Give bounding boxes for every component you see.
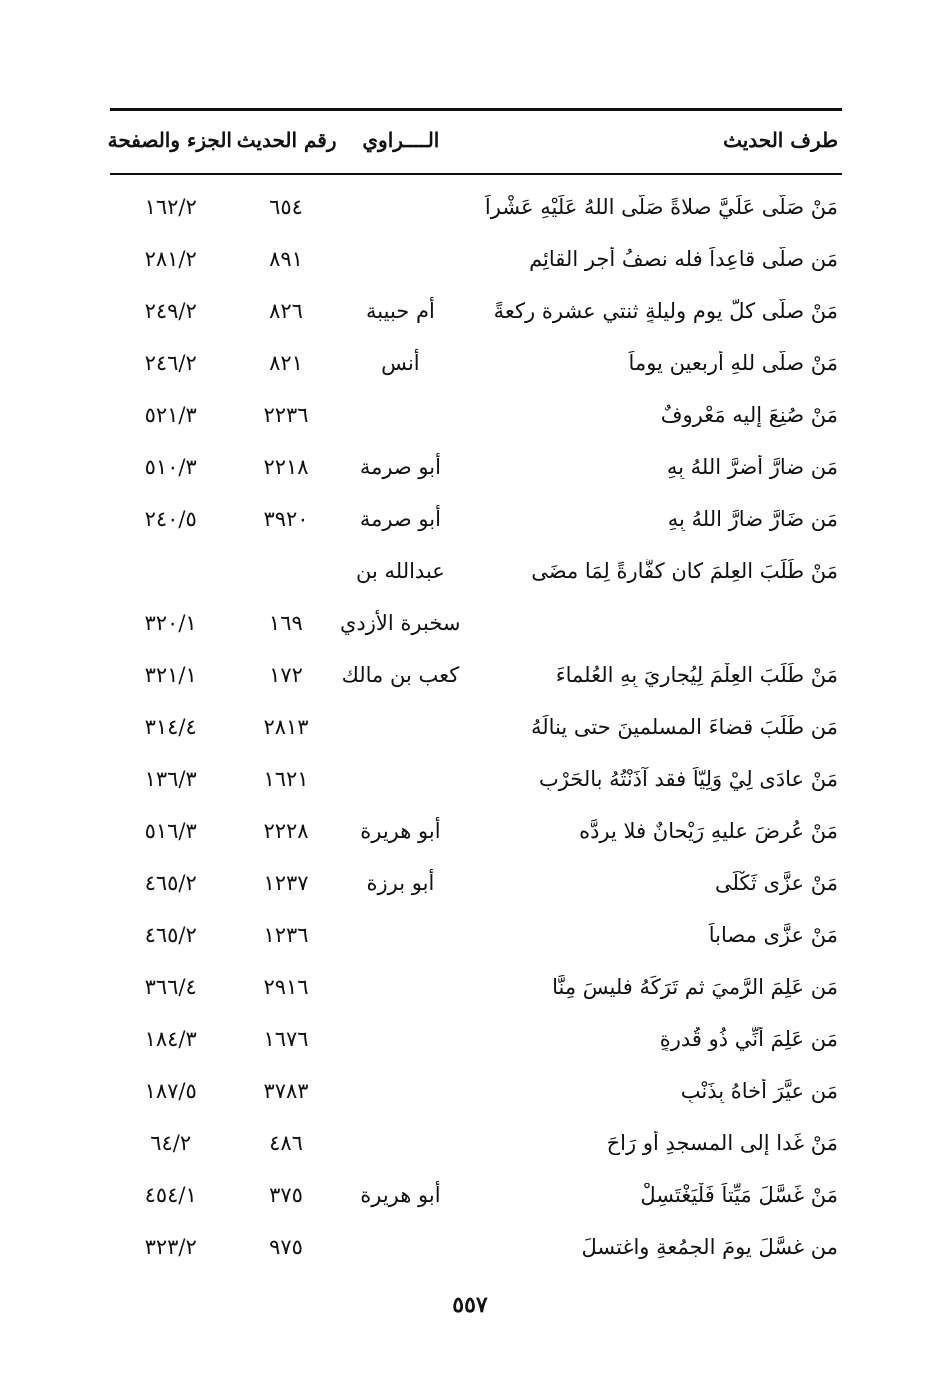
table-row [110,805,842,857]
number-cell: ٨٢١ [269,351,303,375]
table-row [110,597,842,649]
table-row [110,233,842,285]
table-row [110,1117,842,1169]
number-cell: ٢٢٢٨ [263,819,309,843]
hadith-cell: مَن صلَّى قاعِداً فله نصفُ أجرِ القائِمِ [529,247,838,271]
number-cell: ١٢٣٦ [263,923,309,947]
table-row [110,181,842,233]
vol-page-cell: ٢٨١/٢ [144,247,197,271]
table-row [110,389,842,441]
number-cell: ٢٢٣٦ [263,403,309,427]
number-cell: ٤٨٦ [269,1131,303,1155]
vol-page-cell: ٤٥٤/١ [144,1183,197,1207]
header-rawi: الــــراوي [362,128,440,152]
table-row [110,1013,842,1065]
hadith-index-table [107,108,842,1273]
hadith-cell: مَن طَلَبَ قضاءَ المسلمينَ حتى ينالَهُ [530,715,838,739]
hadith-cell: مَنْ صلَّى كلَّ يومٍ وليلةٍ ثنتي عشرة ركعةً [493,299,838,323]
number-cell: ١٦٢١ [263,767,309,791]
table-row [110,1221,842,1273]
number-cell: ٩٧٥ [269,1235,303,1259]
rawi-cell: أبو برزة [366,871,435,895]
vol-page-cell: ٦٤/٢ [150,1131,192,1155]
hadith-cell: مَنْ طَلَبَ العِلْمَ لِيُجارِيَ بِهِ العُلماءَ [555,663,838,687]
hadith-cell: مَن ضَارَّ ضارَّ اللهُ بِهِ [667,507,838,531]
rawi-cell: سخبرة الأزدي [339,611,461,635]
number-cell: ١٦٧٦ [263,1027,309,1051]
page-number: ٥٥٧ [452,1292,488,1318]
number-cell: ٣٧٥ [269,1183,303,1207]
table-row [110,909,842,961]
hadith-cell: مَن عَلِمَ أَنِّي ذُو قُدرةٍ [659,1027,838,1051]
table-header [107,111,842,169]
table-row [110,1065,842,1117]
number-cell: ٣٩٢٠ [263,507,309,531]
table-row [110,753,842,805]
hadith-cell: مَنْ صُنِعَ إليه مَعْروفٌ [660,403,838,427]
vol-page-cell: ٢٤٠/٥ [144,507,197,531]
table-row [110,701,842,753]
hadith-cell: مَن عيَّرَ أَخاهُ بِذَنْبٍ [680,1079,838,1103]
hadith-cell: مَنْ عُرِضَ عليهِ رَيْحانٌ فلا يردَّه [579,819,838,843]
table-row [110,545,842,597]
vol-page-cell: ١٦٢/٢ [144,195,197,219]
vol-page-cell: ٣٢٣/٢ [144,1235,197,1259]
header-vol-page: الجزء والصفحة [107,128,232,152]
hadith-cell: مَنْ عزَّى ثَكْلَى [714,871,838,895]
vol-page-cell: ١٣٦/٣ [144,767,197,791]
hadith-cell: مَنْ صَلَّى عَلَيَّ صلاةً صَلَّى اللهُ عَلَيْهِ عَشْراً [484,195,838,219]
hadith-cell: من غسَّلَ يومَ الجمُعةِ واغتسلَ [581,1235,838,1259]
rawi-cell: أبو صرمة [359,455,441,479]
vol-page-cell: ١٨٤/٣ [144,1027,197,1051]
vol-page-cell: ٣٦٦/٤ [144,975,197,999]
number-cell: ٨٢٦ [269,299,303,323]
number-cell: ٢٩١٦ [263,975,309,999]
table-row [110,1169,842,1221]
header-number: رقم الحديث [236,128,337,152]
number-cell: ٢٢١٨ [263,455,309,479]
table-row [110,649,842,701]
rawi-cell: أبو هريرة [360,1183,441,1207]
number-cell: ١٢٣٧ [263,871,309,895]
vol-page-cell: ٣٢١/١ [144,663,197,687]
table-row [110,441,842,493]
hadith-cell: مَنْ طَلَبَ العِلمَ كان كفَّارةً لِمَا مضَى [531,559,838,583]
number-cell: ٣٧٨٣ [263,1079,309,1103]
table-row [110,285,842,337]
table-row [110,961,842,1013]
vol-page-cell: ٥٢١/٣ [144,403,197,427]
hadith-cell: مَن ضارَّ أَضرَّ اللهُ بِهِ [666,455,838,479]
hadith-cell: مَنْ صلَّى للهِ أربعين يوماً [628,351,838,375]
vol-page-cell: ٢٤٦/٢ [144,351,197,375]
hadith-cell: مَنْ غَسَّلَ مَيِّتاً فَلْيَغْتَسِلْ [640,1183,838,1207]
rawi-cell: أم حبيبة [366,299,435,323]
table-row [110,337,842,389]
rawi-cell: أنس [381,351,420,375]
hadith-cell: مَن عَلِمَ الرَّميَ ثم تَرَكَهُ فليسَ مِنَّا [552,975,838,999]
vol-page-cell: ٥١٦/٣ [144,819,197,843]
rawi-cell: كعب بن مالك [341,663,460,687]
vol-page-cell: ٣٢٠/١ [144,611,197,635]
hadith-cell: مَنْ غَدا إلى المسجدِ أو رَاحَ [606,1131,838,1155]
number-cell: ٨٩١ [269,247,303,271]
hadith-cell: مَنْ عادَى لِيْ وَلِيّاً فقد آذَنْتُهُ بالحَرْبِ [538,767,838,791]
rawi-cell: أبو صرمة [359,507,441,531]
vol-page-cell: ٥١٠/٣ [144,455,197,479]
hadith-cell: مَنْ عزَّى مصاباً [708,923,838,947]
vol-page-cell: ٤٦٥/٢ [144,871,197,895]
header-rule [110,173,842,175]
number-cell: ٢٨١٣ [263,715,309,739]
rawi-cell: عبدالله بن [355,559,445,583]
number-cell: ١٦٩ [268,611,303,635]
header-hadith: طرف الحديث [723,128,838,152]
vol-page-cell: ٤٦٥/٢ [144,923,197,947]
number-cell: ١٧٢ [269,663,303,687]
vol-page-cell: ٢٤٩/٢ [144,299,197,323]
vol-page-cell: ١٨٧/٥ [144,1079,197,1103]
vol-page-cell: ٣١٤/٤ [144,715,197,739]
table-body [110,181,842,1273]
table-row [110,493,842,545]
table-row [110,857,842,909]
rawi-cell: أبو هريرة [360,819,441,843]
number-cell: ٦٥٤ [269,195,303,219]
